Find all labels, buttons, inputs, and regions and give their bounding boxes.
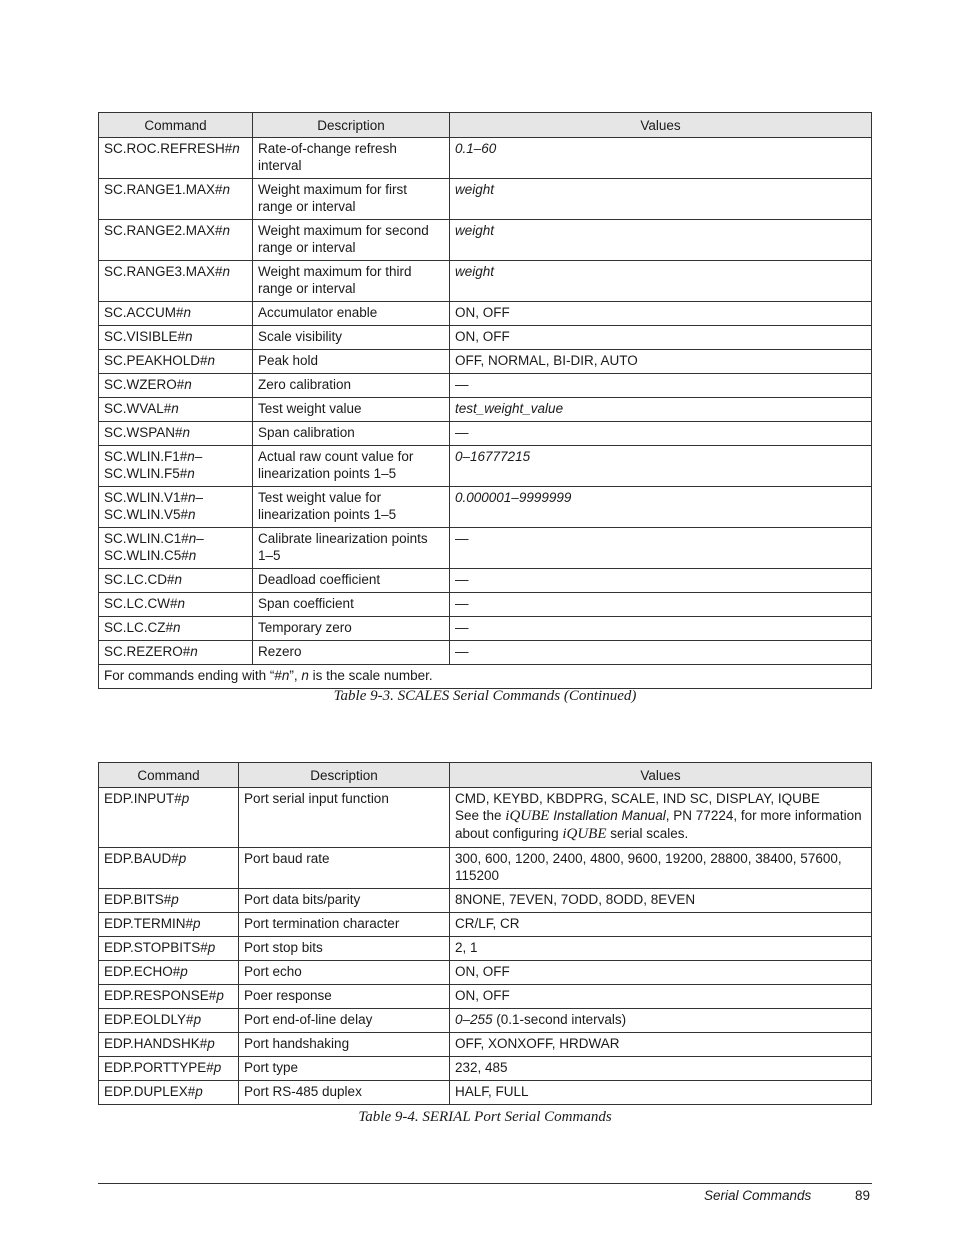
- table-row: [99, 446, 872, 487]
- table-row: [99, 326, 872, 350]
- description-cell: Test weight value for linearization points 1–5: [253, 487, 450, 528]
- command-cell: SC.LC.CW#n: [99, 593, 253, 617]
- values-cell: weight: [450, 220, 872, 261]
- table-row: [99, 985, 872, 1009]
- values-cell: 0–16777215: [450, 446, 872, 487]
- values-cell: —: [450, 569, 872, 593]
- page-number: 89: [855, 1188, 871, 1203]
- table-row: [99, 937, 872, 961]
- command-cell: SC.WLIN.C1#n– SC.WLIN.C5#n: [99, 528, 253, 569]
- column-header-command: Command: [99, 113, 253, 138]
- values-cell: 8NONE, 7EVEN, 7ODD, 8ODD, 8EVEN: [450, 889, 872, 913]
- command-cell: EDP.ECHO#p: [99, 961, 239, 985]
- column-header-command: Command: [99, 763, 239, 788]
- table-row: [99, 302, 872, 326]
- table-row: [99, 593, 872, 617]
- description-cell: Calibrate linearization points 1–5: [253, 528, 450, 569]
- table-row: [99, 848, 872, 889]
- values-cell: OFF, NORMAL, BI-DIR, AUTO: [450, 350, 872, 374]
- command-cell: SC.WZERO#n: [99, 374, 253, 398]
- description-cell: Port termination character: [239, 913, 450, 937]
- command-cell: SC.LC.CZ#n: [99, 617, 253, 641]
- table-row: [99, 261, 872, 302]
- serial-port-commands-table: [98, 762, 872, 1105]
- description-cell: Port data bits/parity: [239, 889, 450, 913]
- values-cell: —: [450, 374, 872, 398]
- description-cell: Temporary zero: [253, 617, 450, 641]
- command-cell: SC.ROC.REFRESH#n: [99, 138, 253, 179]
- description-cell: Port echo: [239, 961, 450, 985]
- values-cell: —: [450, 641, 872, 665]
- brand-name: iQUBE: [505, 808, 550, 824]
- command-cell: SC.RANGE1.MAX#n: [99, 179, 253, 220]
- table-row: [99, 788, 872, 848]
- table-caption: Table 9-3. SCALES Serial Commands (Continued): [333, 688, 637, 704]
- description-cell: Weight maximum for first range or interval: [253, 179, 450, 220]
- values-cell: —: [450, 617, 872, 641]
- footer-section-title: Serial Commands: [704, 1188, 812, 1203]
- values-cell: 0.000001–9999999: [450, 487, 872, 528]
- table-row: [99, 374, 872, 398]
- command-cell: EDP.PORTTYPE#p: [99, 1057, 239, 1081]
- description-cell: Port end-of-line delay: [239, 1009, 450, 1033]
- values-cell: ON, OFF: [450, 326, 872, 350]
- table-header-row: [99, 763, 872, 788]
- description-cell: Poer response: [239, 985, 450, 1009]
- description-cell: Actual raw count value for linearization points 1–5: [253, 446, 450, 487]
- description-cell: Port type: [239, 1057, 450, 1081]
- values-cell: OFF, XONXOFF, HRDWAR: [450, 1033, 872, 1057]
- command-cell: EDP.INPUT#p: [99, 788, 239, 848]
- table-row: [99, 398, 872, 422]
- table-footnote: For commands ending with “#n”, n is the scale number.: [99, 665, 872, 689]
- table-row: [99, 220, 872, 261]
- values-cell: ON, OFF: [450, 961, 872, 985]
- command-cell: EDP.TERMIN#p: [99, 913, 239, 937]
- table-row: [99, 913, 872, 937]
- values-cell: test_weight_value: [450, 398, 872, 422]
- values-cell: weight: [450, 261, 872, 302]
- description-cell: Rate-of-change refresh interval: [253, 138, 450, 179]
- table-row: [99, 138, 872, 179]
- command-cell: EDP.RESPONSE#p: [99, 985, 239, 1009]
- values-cell: 232, 485: [450, 1057, 872, 1081]
- brand-name: iQUBE: [562, 826, 607, 842]
- column-header-description: Description: [253, 113, 450, 138]
- table-row: [99, 889, 872, 913]
- description-cell: Port RS-485 duplex: [239, 1081, 450, 1105]
- table-row: [99, 350, 872, 374]
- description-cell: Span calibration: [253, 422, 450, 446]
- description-cell: Span coefficient: [253, 593, 450, 617]
- scales-commands-table: [98, 112, 872, 689]
- command-cell: EDP.BAUD#p: [99, 848, 239, 889]
- values-cell: 2, 1: [450, 937, 872, 961]
- command-cell: EDP.DUPLEX#p: [99, 1081, 239, 1105]
- table-row: [99, 1033, 872, 1057]
- table-row: [99, 487, 872, 528]
- description-cell: Scale visibility: [253, 326, 450, 350]
- command-cell: SC.REZERO#n: [99, 641, 253, 665]
- table-row: [99, 1081, 872, 1105]
- command-cell: SC.RANGE2.MAX#n: [99, 220, 253, 261]
- command-cell: SC.RANGE3.MAX#n: [99, 261, 253, 302]
- values-cell: —: [450, 528, 872, 569]
- command-cell: EDP.HANDSHK#p: [99, 1033, 239, 1057]
- description-cell: Accumulator enable: [253, 302, 450, 326]
- values-cell: 0.1–60: [450, 138, 872, 179]
- command-cell: SC.WLIN.V1#n– SC.WLIN.V5#n: [99, 487, 253, 528]
- table-row: [99, 422, 872, 446]
- description-cell: Test weight value: [253, 398, 450, 422]
- table-header-row: [99, 113, 872, 138]
- command-cell: SC.WSPAN#n: [99, 422, 253, 446]
- values-cell: HALF, FULL: [450, 1081, 872, 1105]
- description-cell: Port serial input function: [239, 788, 450, 848]
- values-cell: —: [450, 422, 872, 446]
- description-cell: Rezero: [253, 641, 450, 665]
- description-cell: Port baud rate: [239, 848, 450, 889]
- table-footnote-row: [99, 665, 872, 689]
- description-cell: Peak hold: [253, 350, 450, 374]
- description-cell: Weight maximum for third range or interval: [253, 261, 450, 302]
- values-cell: weight: [450, 179, 872, 220]
- table-row: [99, 1009, 872, 1033]
- values-cell: —: [450, 593, 872, 617]
- command-cell: SC.PEAKHOLD#n: [99, 350, 253, 374]
- table-row: [99, 179, 872, 220]
- command-cell: SC.VISIBLE#n: [99, 326, 253, 350]
- values-cell: 0–255 (0.1-second intervals): [450, 1009, 872, 1033]
- values-cell: CR/LF, CR: [450, 913, 872, 937]
- description-cell: Zero calibration: [253, 374, 450, 398]
- table-row: [99, 569, 872, 593]
- command-cell: EDP.EOLDLY#p: [99, 1009, 239, 1033]
- command-cell: SC.WLIN.F1#n– SC.WLIN.F5#n: [99, 446, 253, 487]
- description-cell: Weight maximum for second range or interval: [253, 220, 450, 261]
- table-row: [99, 1057, 872, 1081]
- column-header-values: Values: [450, 763, 872, 788]
- command-cell: SC.LC.CD#n: [99, 569, 253, 593]
- values-cell: ON, OFF: [450, 302, 872, 326]
- values-cell: ON, OFF: [450, 985, 872, 1009]
- description-cell: Port handshaking: [239, 1033, 450, 1057]
- column-header-description: Description: [239, 763, 450, 788]
- table-row: [99, 617, 872, 641]
- table-row: [99, 641, 872, 665]
- table-row: [99, 961, 872, 985]
- column-header-values: Values: [450, 113, 872, 138]
- values-cell: 300, 600, 1200, 2400, 4800, 9600, 19200, 28800, 38400, 57600, 115200: [450, 848, 872, 889]
- command-cell: EDP.STOPBITS#p: [99, 937, 239, 961]
- table-caption: Table 9-4. SERIAL Port Serial Commands: [358, 1109, 612, 1125]
- command-cell: SC.WVAL#n: [99, 398, 253, 422]
- description-cell: Port stop bits: [239, 937, 450, 961]
- command-cell: SC.ACCUM#n: [99, 302, 253, 326]
- values-cell: CMD, KEYBD, KBDPRG, SCALE, IND SC, DISPLAY, IQUBE See the iQUBE Installation Manual, PN 77224, for more information about configuring iQUBE serial scales.: [450, 788, 872, 848]
- table-row: [99, 528, 872, 569]
- description-cell: Deadload coefficient: [253, 569, 450, 593]
- footer-rule: [98, 1183, 872, 1184]
- command-cell: EDP.BITS#p: [99, 889, 239, 913]
